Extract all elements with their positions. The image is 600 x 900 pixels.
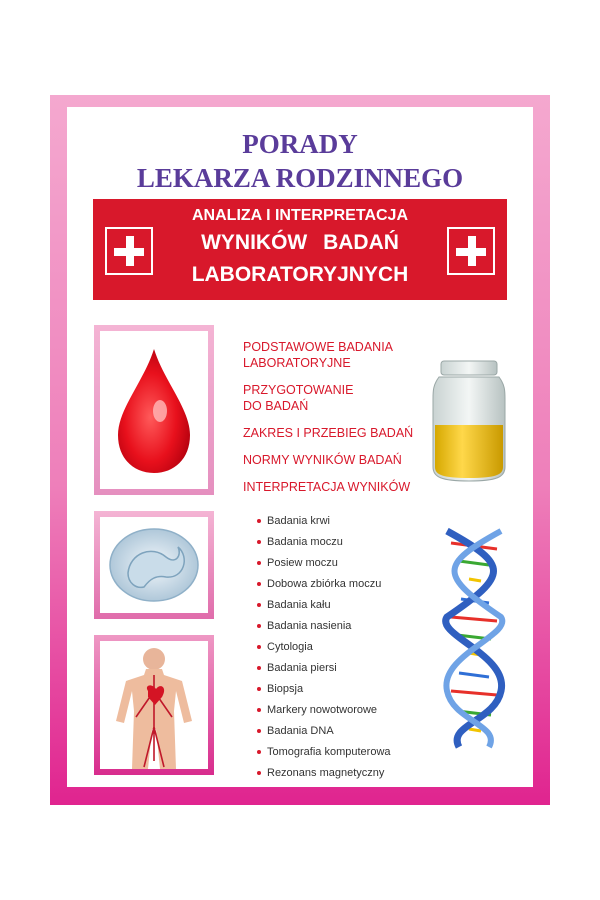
cell-frame xyxy=(94,511,214,619)
series-title-line-2: LEKARZA RODZINNEGO xyxy=(136,163,464,193)
specimen-jar-icon xyxy=(429,355,509,485)
list-item: Cytologia xyxy=(257,641,427,653)
title-banner xyxy=(93,199,507,300)
topic-item: PRZYGOTOWANIE DO BADAŃ xyxy=(243,383,354,413)
list-item: Badania kału xyxy=(257,599,427,611)
medical-cross-icon xyxy=(105,227,153,275)
list-item: Dobowa zbiórka moczu xyxy=(257,578,427,590)
list-item: Badania piersi xyxy=(257,662,427,674)
medical-cross-icon xyxy=(447,227,495,275)
exam-list xyxy=(257,515,427,788)
cell-icon xyxy=(100,517,208,613)
dna-helix-icon xyxy=(439,525,509,750)
banner-line-2: WYNIKÓW BADAŃ xyxy=(201,231,399,254)
list-item: Tomografia komputerowa xyxy=(257,746,427,758)
list-item: Badania moczu xyxy=(257,536,427,548)
anatomy-body-icon xyxy=(100,641,208,769)
series-title xyxy=(67,127,533,195)
list-item: Badania krwi xyxy=(257,515,427,527)
banner-line-1: ANALIZA I INTERPRETACJA xyxy=(192,207,408,224)
topic-item: NORMY WYNIKÓW BADAŃ xyxy=(243,453,402,467)
list-item: Markery nowotworowe xyxy=(257,704,427,716)
list-item: Badania DNA xyxy=(257,725,427,737)
series-title-line-1: PORADY xyxy=(242,129,358,159)
book-cover xyxy=(50,95,550,805)
list-item: Rezonans magnetyczny xyxy=(257,767,427,779)
banner-line-3: LABORATORYJNYCH xyxy=(191,263,409,286)
list-item: Posiew moczu xyxy=(257,557,427,569)
cover-inner-panel xyxy=(67,107,533,787)
topic-item: INTERPRETACJA WYNIKÓW xyxy=(243,480,411,494)
blood-drop-frame xyxy=(94,325,214,495)
anatomy-frame xyxy=(94,635,214,775)
topics-list xyxy=(243,339,433,506)
blood-drop-icon xyxy=(100,331,208,489)
list-item: Biopsja xyxy=(257,683,427,695)
topic-item: PODSTAWOWE BADANIA LABORATORYJNE xyxy=(243,340,394,370)
list-item: Badania nasienia xyxy=(257,620,427,632)
topic-item: ZAKRES I PRZEBIEG BADAŃ xyxy=(243,426,414,440)
